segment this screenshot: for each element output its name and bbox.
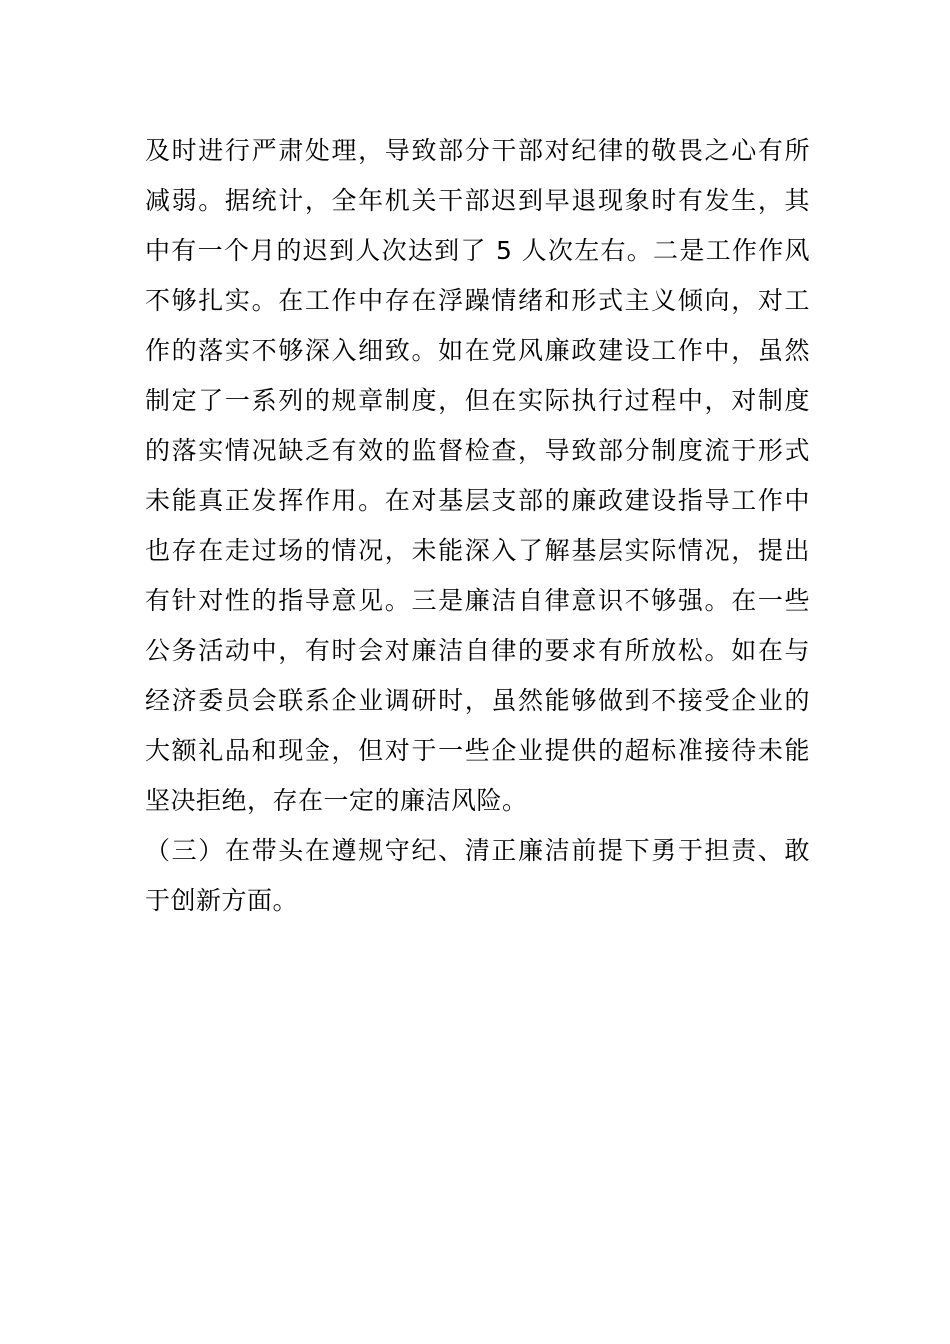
body-line: 有针对性的指导意见。三是廉洁自律意识不够强。在一些 — [145, 586, 810, 615]
body-line: 也存在走过场的情况，未能深入了解基层实际情况，提出 — [145, 536, 810, 565]
body-line: 的落实情况缺乏有效的监督检查，导致部分制度流于形式 — [145, 436, 810, 465]
body-line: 坚决拒绝，存在一定的廉洁风险。 — [145, 786, 528, 815]
body-line: 中有一个月的迟到人次达到了 5 人次左右。二是工作作风 — [145, 236, 810, 265]
body-line: 经济委员会联系企业调研时，虽然能够做到不接受企业的 — [145, 686, 810, 715]
body-line: 不够扎实。在工作中存在浮躁情绪和形式主义倾向，对工 — [145, 286, 810, 315]
body-line: 作的落实不够深入细致。如在党风廉政建设工作中，虽然 — [145, 336, 810, 365]
section-heading-line: 于创新方面。 — [145, 886, 299, 915]
body-line: 公务活动中，有时会对廉洁自律的要求有所放松。如在与 — [145, 636, 810, 665]
body-line: 未能真正发挥作用。在对基层支部的廉政建设指导工作中 — [145, 486, 810, 515]
body-line: 大额礼品和现金，但对于一些企业提供的超标准接待未能 — [145, 736, 810, 765]
body-line: 减弱。据统计，全年机关干部迟到早退现象时有发生，其 — [145, 186, 810, 215]
document-body — [145, 126, 810, 926]
section-heading-line: （三）在带头在遵规守纪、清正廉洁前提下勇于担责、敢 — [145, 836, 810, 865]
body-line: 及时进行严肃处理，导致部分干部对纪律的敬畏之心有所 — [145, 136, 810, 165]
body-line: 制定了一系列的规章制度，但在实际执行过程中，对制度 — [145, 386, 810, 415]
